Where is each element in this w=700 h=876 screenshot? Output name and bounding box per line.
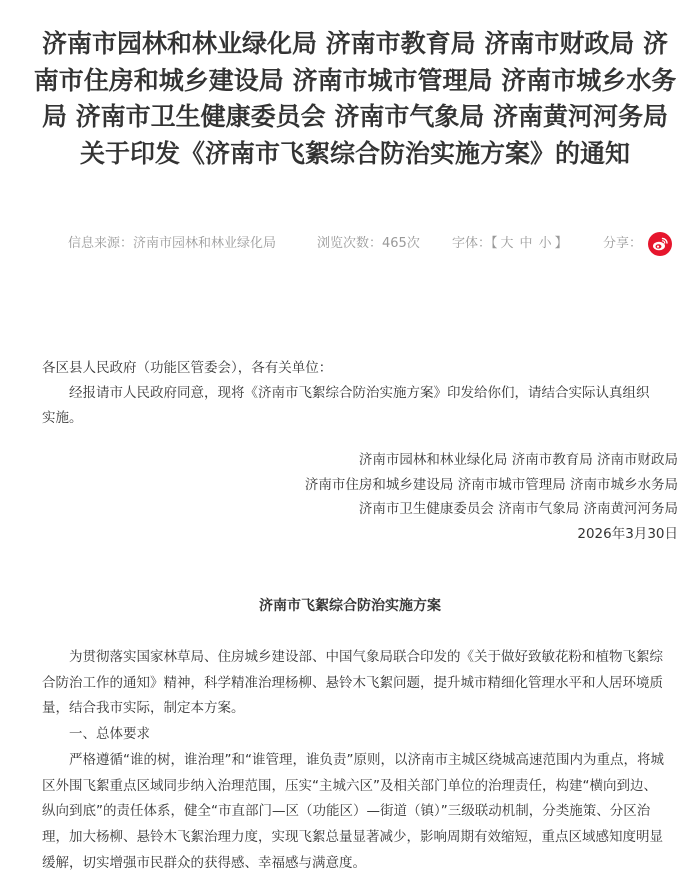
font-size-large-button[interactable]: 大	[500, 236, 514, 251]
plan-paragraph: 为贯彻落实国家林草局、住房城乡建设部、中国气象局联合印发的《关于做好致敏花粉和植物飞絮综合防治工作的通知》精神，科学精准治理杨柳、悬铃木飞絮问题，提升城市精细化管理水平和人居环境质量，结合我市实际，制定本方案。	[42, 649, 663, 717]
article-title: 济南市园林和林业绿化局 济南市教育局 济南市财政局 济南市住房和城乡建设局 济南市城市管理局 济南市城乡水务局 济南市卫生健康委员会 济南市气象局 济南黄河河务局关于印发《济南市飞絮综合防治实施方案》的通知	[33, 29, 677, 168]
intro-paragraph: 经报请市人民政府同意，现将《济南市飞絮综合防治实施方案》印发给你们，请结合实际认真组织实施。	[42, 385, 650, 426]
font-size-small-button[interactable]: 小	[538, 236, 552, 251]
plan-paragraph: 严格遵循“谁的树，谁治理”和“谁管理，谁负责”原则，以济南市主城区绕城高速范围内为重点，将城区外围飞絮重点区域同步纳入治理范围，压实“主城六区”及相关部门单位的治理责任，构建“横向到边、纵向到底”的责任体系，健全“市直部门—区（功能区）—街道（镇）”三级联动机制，分类施策、分区治理，加大杨柳、悬铃木飞絮治理力度，实现飞絮总量显著减少，影响周期有效缩短，重点区域感知度明显缓解，切实增强市民群众的获得感、幸福感与满意度。	[42, 751, 664, 871]
plan-title: 济南市飞絮综合防治实施方案	[259, 598, 441, 614]
plan-body	[42, 645, 667, 876]
salutation: 各区县人民政府（功能区管委会），各有关单位：	[42, 360, 333, 376]
signature-block	[305, 448, 678, 546]
notice-body	[42, 356, 662, 431]
weibo-share-button[interactable]	[648, 232, 672, 256]
font-size-label: 字体：	[452, 236, 492, 251]
font-bracket-close: 】	[554, 236, 568, 251]
section-heading: 一、总体要求	[69, 726, 150, 743]
article-meta-bar	[0, 232, 700, 256]
font-size-switcher	[452, 232, 568, 256]
weibo-icon	[648, 232, 672, 256]
view-count	[317, 232, 420, 256]
share-label: 分享：	[603, 236, 643, 251]
signatory-line: 济南市园林和林业绿化局 济南市教育局 济南市财政局	[358, 452, 678, 468]
view-count-value: 465次	[382, 236, 420, 251]
font-bracket-open: 【	[491, 236, 498, 251]
info-source	[68, 232, 276, 256]
info-source-value: 济南市园林和林业绿化局	[133, 236, 277, 251]
issue-date: 2026年3月30日	[577, 525, 678, 542]
signatory-line: 济南市住房和城乡建设局 济南市城市管理局 济南市城乡水务局	[304, 476, 678, 493]
signatory-line: 济南市卫生健康委员会 济南市气象局 济南黄河河务局	[358, 501, 678, 517]
info-source-label: 信息来源：	[68, 236, 134, 251]
view-count-label: 浏览次数：	[317, 236, 383, 251]
font-size-medium-button[interactable]: 中	[519, 236, 533, 251]
